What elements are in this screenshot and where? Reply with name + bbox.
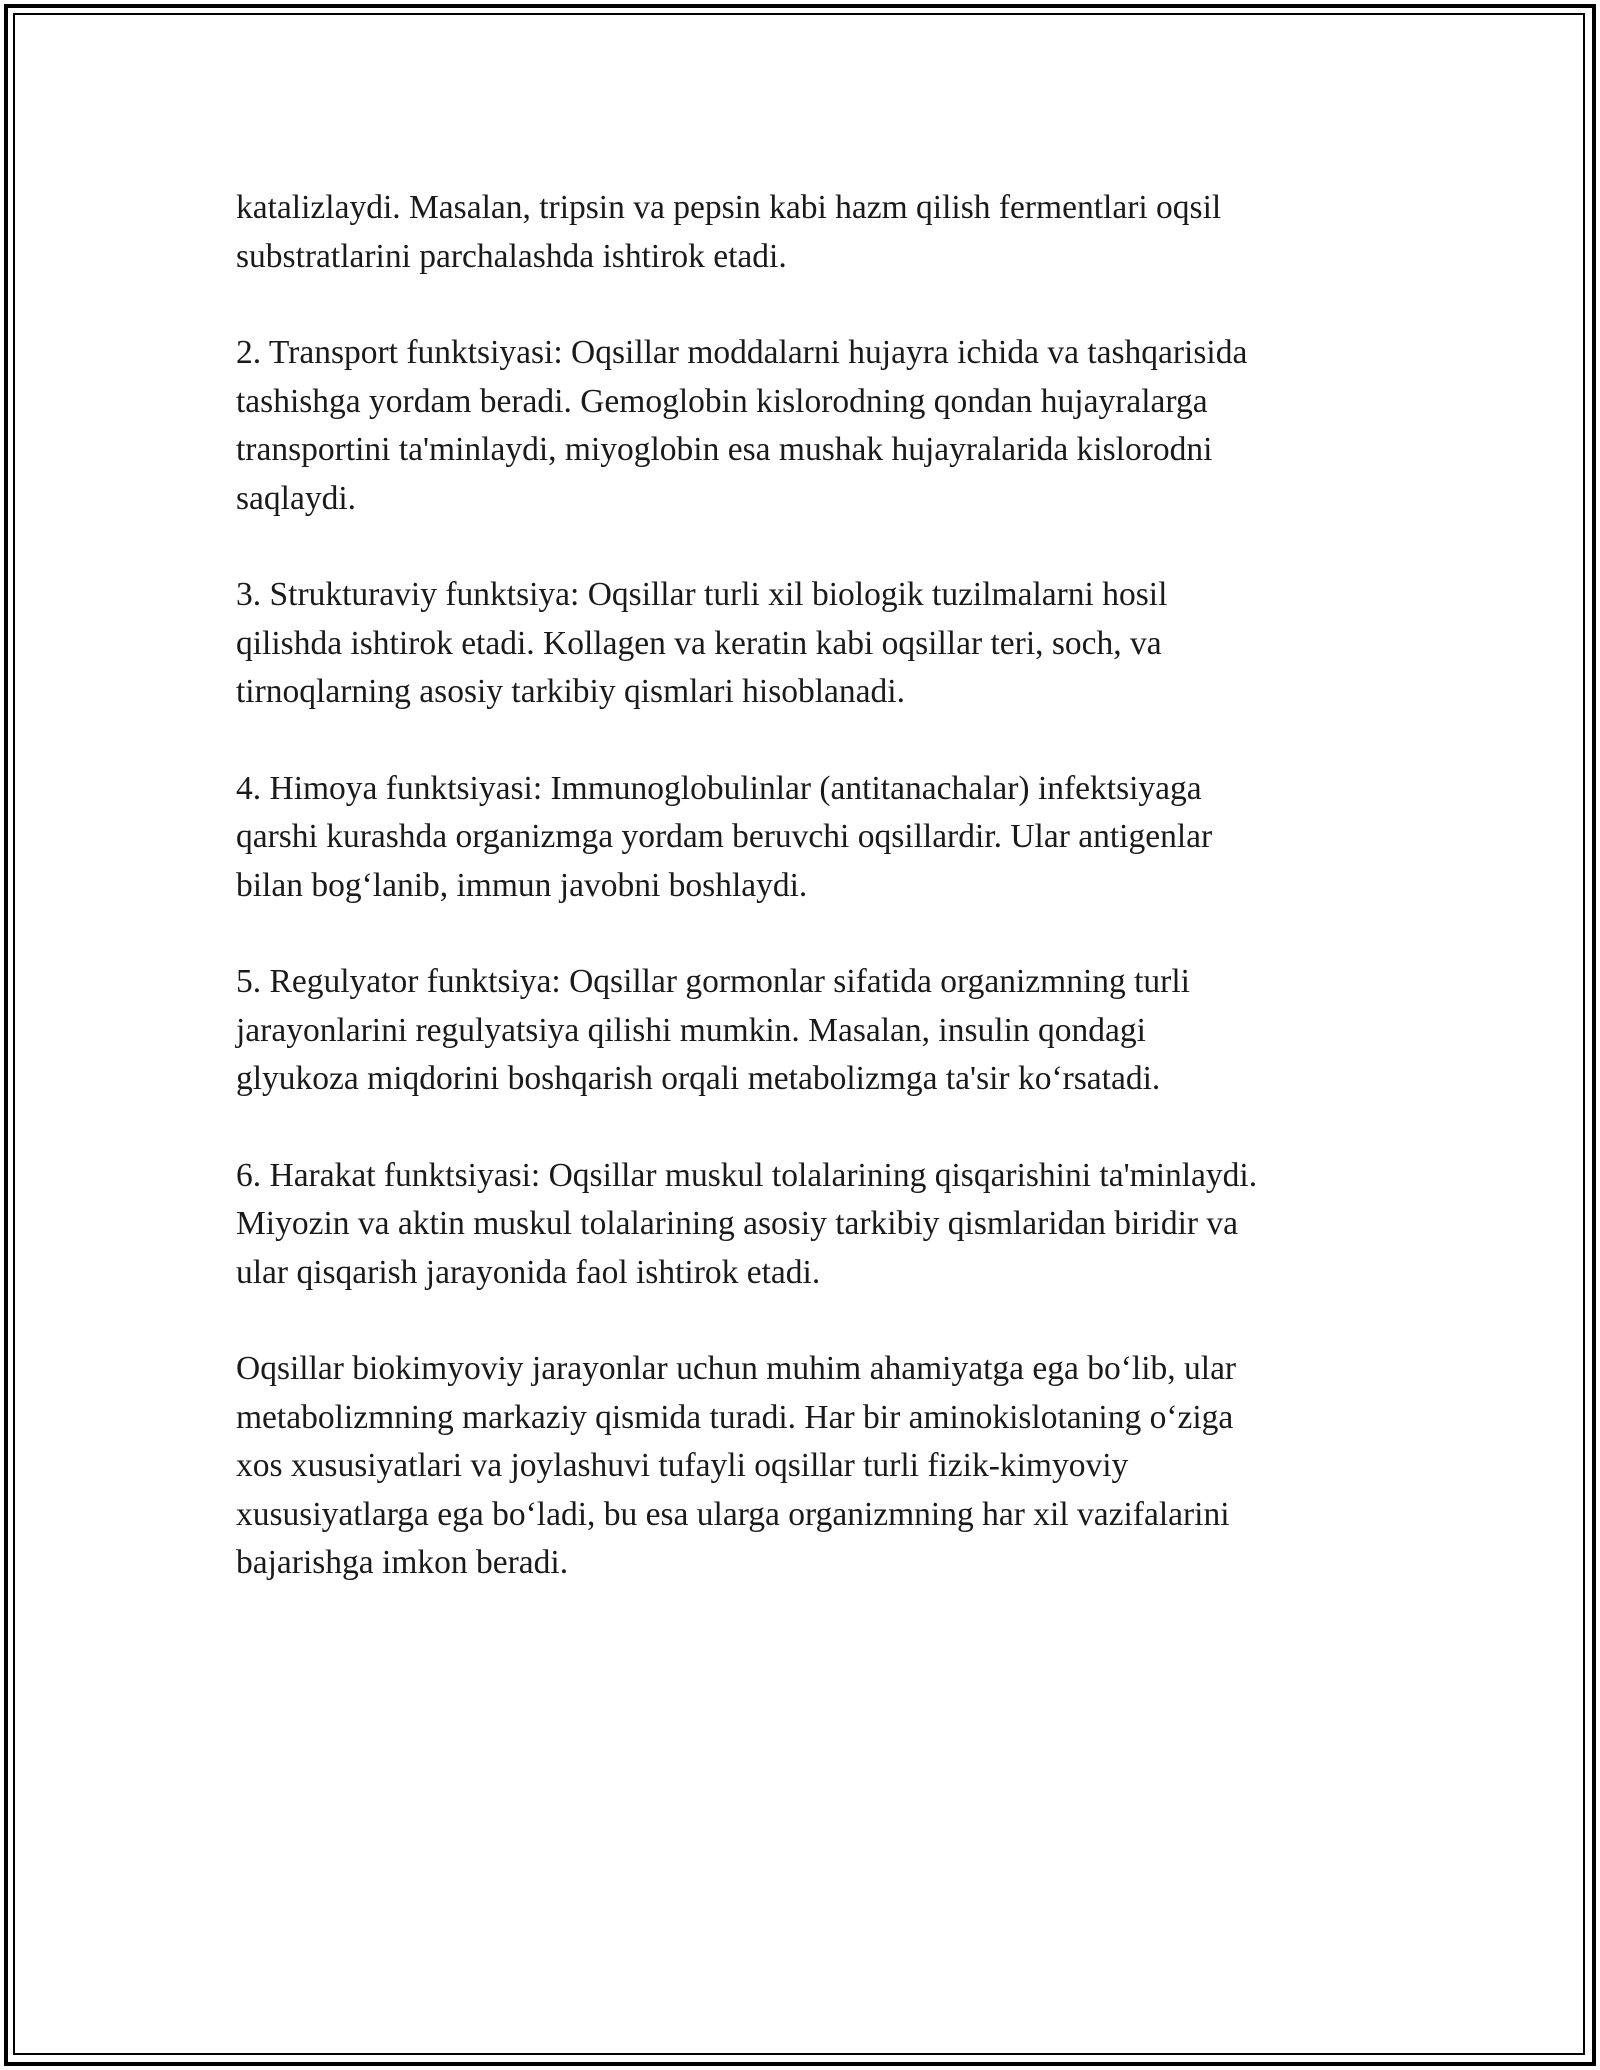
paragraph-protective-function: 4. Himoya funktsiyasi: Immunoglobulinlar (antitanachalar) infektsiyaga qarshi kurashda organizmga yordam beruvchi oqsillardir. Ular antigenlar bilan bog‘lanib, immun javobni boshlaydi. (236, 769, 1213, 904)
paragraph-conclusion: Oqsillar biokimyoviy jarayonlar uchun muhim ahamiyatga ega bo‘lib, ular metabolizmning markaziy qismida turadi. Har bir aminokislotaning o‘ziga xos xususiyatlari va joylashuvi tufayli oqsillar turli fizik-kimyoviy xususiyatlarga ega bo‘ladi, bu esa ularga organizmning har xil vazifalarini bajarishga imkon beradi. (236, 1350, 1237, 1581)
paragraph-regulatory-function: 5. Regulyator funktsiya: Oqsillar gormonlar sifatida organizmning turli jarayonlarini regulyatsiya qilishi mumkin. Masalan, insulin qondagi glyukoza miqdorini boshqarish orqali metabolizmga ta'sir ko‘rsatadi. (236, 963, 1190, 1097)
paragraph-structural-function: 3. Strukturaviy funktsiya: Oqsillar turli xil biologik tuzilmalarni hosil qilishda ishtirok etadi. Kollagen va keratin kabi oqsillar teri, soch, va tirnoqlarning asosiy tarkibiy qismlari hisoblanadi. (236, 576, 1168, 710)
document-body (236, 184, 1376, 1636)
paragraph-enzyme-continuation: katalizlaydi. Masalan, tripsin va pepsin kabi hazm qilish fermentlari oqsil substratlarini parchalashda ishtirok etadi. (236, 189, 1222, 275)
paragraph-motor-function: 6. Harakat funktsiyasi: Oqsillar muskul tolalarining qisqarishini ta'minlaydi. Miyozin va aktin muskul tolalarining asosiy tarkibiy qismlaridan biridir va ular qisqarish jarayonida faol ishtirok etadi. (236, 1156, 1258, 1291)
paragraph-transport-function: 2. Transport funktsiyasi: Oqsillar moddalarni hujayra ichida va tashqarisida tashishga yordam beradi. Gemoglobin kislorodning qondan hujayralarga transportini ta'minlaydi, miyoglobin esa mushak hujayralarida kislorodni saqlaydi. (236, 334, 1248, 517)
